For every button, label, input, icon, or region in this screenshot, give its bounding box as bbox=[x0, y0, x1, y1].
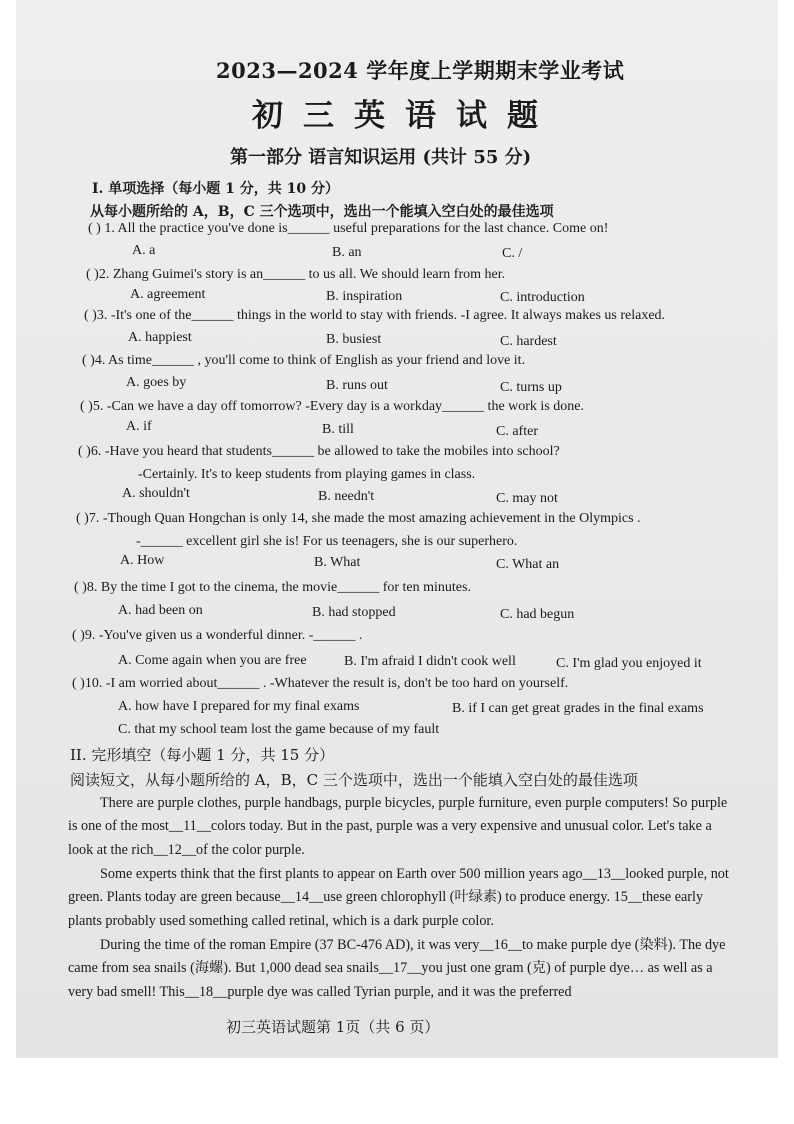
question-6-stem: ( )6. -Have you heard that students______ be allowed to take the mobiles into school? bbox=[78, 444, 560, 459]
question-9-option-a: A. Come again when you are free bbox=[118, 653, 307, 668]
section2-instruction: 阅读短文，从每小题所给的 A，B，C 三个选项中，选出一个能填入空白处的最佳选项 bbox=[70, 771, 638, 789]
question-1-stem: ( ) 1. All the practice you've done is______ useful preparations for the last chance. Come on! bbox=[88, 221, 609, 236]
question-10-option-b: B. if I can get great grades in the final exams bbox=[452, 701, 704, 716]
question-6-option-b: B. needn't bbox=[318, 489, 375, 504]
question-1-option-a: A. a bbox=[132, 243, 156, 258]
question-7-option-b: B. What bbox=[314, 555, 361, 570]
question-3-option-c: C. hardest bbox=[500, 334, 557, 349]
question-8-stem: ( )8. By the time I got to the cinema, the movie______ for ten minutes. bbox=[74, 580, 471, 595]
part-title: 第一部分 语言知识运用 (共计 55 分) bbox=[230, 147, 532, 168]
question-2-option-a: A. agreement bbox=[130, 287, 206, 302]
section1-heading: I. 单项选择（每小题 1 分，共 10 分） bbox=[92, 181, 340, 197]
question-6-option-c: C. may not bbox=[496, 491, 558, 506]
question-6-option-a: A. shouldn't bbox=[122, 486, 190, 501]
question-2-option-b: B. inspiration bbox=[326, 289, 403, 304]
question-3-option-b: B. busiest bbox=[326, 332, 382, 347]
question-10-option-a: A. how have I prepared for my final exams bbox=[118, 699, 360, 714]
question-3-stem: ( )3. -It's one of the______ things in the world to stay with friends. -I agree. It always makes us relaxed. bbox=[84, 308, 666, 323]
question-5-option-b: B. till bbox=[322, 422, 354, 437]
question-9-option-c: C. I'm glad you enjoyed it bbox=[556, 656, 702, 671]
question-9-option-b: B. I'm afraid I didn't cook well bbox=[344, 654, 516, 669]
question-10-option-c: C. that my school team lost the game because of my fault bbox=[118, 722, 440, 737]
section2-heading: II. 完形填空（每小题 1 分，共 15 分） bbox=[70, 746, 335, 764]
section1-instruction: 从每小题所给的 A，B，C 三个选项中，选出一个能填入空白处的最佳选项 bbox=[90, 204, 554, 220]
question-7-stem: ( )7. -Though Quan Hongchan is only 14, she made the most amazing achievement in the Olympics . bbox=[76, 511, 641, 526]
exam-year-title: 2023—2024 学年度上学期期末学业考试 bbox=[216, 58, 625, 83]
question-5-option-c: C. after bbox=[496, 424, 538, 439]
question-8-option-a: A. had been on bbox=[118, 603, 203, 618]
question-10-stem: ( )10. -I am worried about______ . -Whatever the result is, don't be too hard on yourself. bbox=[72, 676, 569, 691]
subject-title: 初三英语试题 bbox=[252, 98, 558, 134]
question-2-option-c: C. introduction bbox=[500, 290, 585, 305]
question-9-stem: ( )9. -You've given us a wonderful dinner. -______ . bbox=[72, 628, 363, 643]
paper bbox=[16, 0, 778, 1058]
question-1-option-c: C. / bbox=[502, 246, 523, 261]
question-2-stem: ( )2. Zhang Guimei's story is an______ to us all. We should learn from her. bbox=[86, 267, 506, 282]
question-3-option-a: A. happiest bbox=[128, 330, 192, 345]
question-4-stem: ( )4. As time______ , you'll come to think of English as your friend and love it. bbox=[82, 353, 526, 368]
question-6-reply: -Certainly. It's to keep students from playing games in class. bbox=[138, 467, 476, 482]
question-8-option-c: C. had begun bbox=[500, 607, 575, 622]
question-8-option-b: B. had stopped bbox=[312, 605, 396, 620]
question-7-reply: -______ excellent girl she is! For us teenagers, she is our superhero. bbox=[136, 534, 518, 549]
question-7-option-c: C. What an bbox=[496, 557, 560, 572]
question-4-option-a: A. goes by bbox=[126, 375, 187, 390]
question-5-option-a: A. if bbox=[126, 419, 152, 434]
cloze-paragraph-1: There are purple clothes, purple handbags, purple bicycles, purple furniture, even purple computers! So purple is one of the most__11__colors today. But in the past, purple was a very expensive and unusual color. Let's take a look at the rich__12__of the color purple. bbox=[68, 795, 728, 858]
question-5-stem: ( )5. -Can we have a day off tomorrow? -Every day is a workday______ the work is done. bbox=[80, 399, 584, 414]
question-4-option-c: C. turns up bbox=[500, 380, 562, 395]
page-footer: 初三英语试题第 1页（共 6 页） bbox=[226, 1018, 440, 1036]
cloze-paragraph-3: During the time of the roman Empire (37 BC-476 AD), it was very__16__to make purple dye (染料). The dye came from sea snails (海螺). But 1,000 dead sea snails__17__you just one gram (克) of purple dye… as well as a very bad smell! This__18__purple dye was called Tyrian purple, and it was the preferred bbox=[68, 937, 726, 1000]
question-1-option-b: B. an bbox=[332, 245, 362, 260]
cloze-paragraph-2: Some experts think that the first plants to appear on Earth over 500 million years ago__13__looked purple, not green. Plants today are green because__14__use green chlorophyll (叶绿素) to produce energy. 15__these early plants probably used something called retinal, which is a dark purple color. bbox=[68, 866, 729, 929]
scanned-exam-sheet bbox=[16, 0, 778, 1058]
question-4-option-b: B. runs out bbox=[326, 378, 388, 393]
question-7-option-a: A. How bbox=[120, 553, 165, 568]
